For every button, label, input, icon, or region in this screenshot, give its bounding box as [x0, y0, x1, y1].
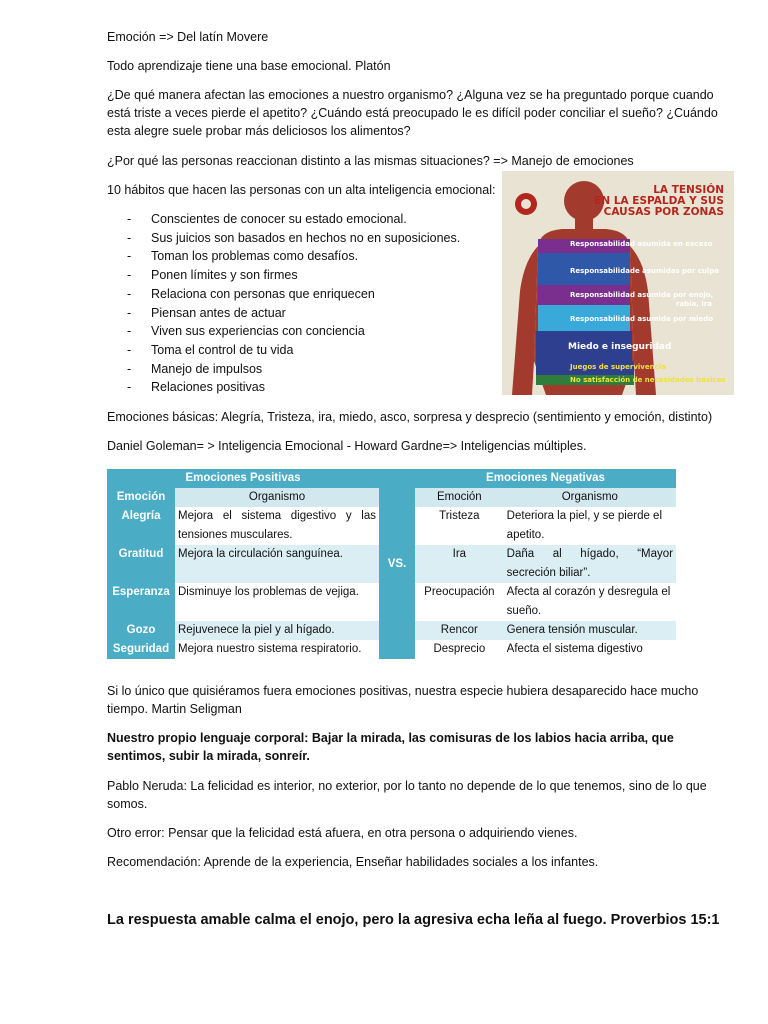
- paragraph-seligman: Si lo único que quisiéramos fuera emociones positivas, nuestra especie hubiera desaparecido hace mucho tiempo. Martin Seligman: [107, 684, 699, 716]
- negative-effect: Daña al hígado, “Mayor secreción biliar”.: [504, 545, 676, 583]
- list-item: - Piensan antes de actuar: [127, 304, 460, 323]
- list-item: - Viven sus experiencias con conciencia: [127, 322, 460, 341]
- negative-effect: Genera tensión muscular.: [504, 621, 676, 640]
- list-item: - Sus juicios son basados en hechos no en suposiciones.: [127, 229, 460, 248]
- positive-emotion: Alegría: [107, 507, 175, 545]
- column-header: Emoción: [415, 488, 504, 507]
- column-header: Organismo: [175, 488, 379, 507]
- zone-label: Responsabilidad asumida por miedo: [570, 315, 714, 323]
- zone-label: Responsabilidade asumidas por culpa: [570, 267, 720, 275]
- zone-label: rabia, ira: [676, 300, 712, 308]
- paragraph-error: Otro error: Pensar que la felicidad está afuera, en otra persona o adquiriendo vienes.: [107, 826, 578, 840]
- list-item: - Toman los problemas como desafíos.: [127, 247, 460, 266]
- negative-emotion: Desprecio: [415, 640, 504, 659]
- zone-label: Responsabilidad asumida por enojo,: [570, 291, 714, 299]
- paragraph-habits-intro: 10 hábitos que hacen las personas con un alta inteligencia emocional:: [107, 183, 496, 197]
- paragraph-etymology: Emoción => Del latín Movere: [107, 30, 269, 44]
- column-header: Emoción: [107, 488, 175, 507]
- proverb-quote: La respuesta amable calma el enojo, pero la agresiva echa leña al fuego. Proverbios 15:1: [107, 912, 720, 928]
- back-tension-infographic: [502, 171, 734, 395]
- negative-effect: Deteriora la piel, y se pierde el apetito.: [504, 507, 676, 545]
- list-item: - Toma el control de tu vida: [127, 341, 460, 360]
- positive-effect: Disminuye los problemas de vejiga.: [175, 583, 379, 621]
- paragraph-basic-emotions: Emociones básicas: Alegría, Tristeza, ira, miedo, asco, sorpresa y desprecio (sentimiento y emoción, distinto): [107, 410, 713, 424]
- positive-emotion: Gratitud: [107, 545, 175, 583]
- positive-emotion: Esperanza: [107, 583, 175, 621]
- negative-header: Emociones Negativas: [415, 469, 676, 488]
- list-item: - Manejo de impulsos: [127, 360, 460, 379]
- habits-list: [127, 210, 460, 397]
- positive-emotion: Seguridad: [107, 640, 175, 659]
- list-item: - Relaciona con personas que enriquecen: [127, 285, 460, 304]
- zone-label: Miedo e inseguridad: [568, 342, 672, 352]
- infographic-title: LA TENSIÓN EN LA ESPALDA Y SUS CAUSAS POR ZONAS: [594, 184, 724, 218]
- list-item: - Ponen límites y son firmes: [127, 266, 460, 285]
- vs-label: VS.: [379, 469, 415, 659]
- zone-label: Juegos de supervivencia: [570, 363, 666, 371]
- positive-effect: Mejora la circulación sanguínea.: [175, 545, 379, 583]
- paragraph-body-language: Nuestro propio lenguaje corporal: Bajar la mirada, las comisuras de los labios hacia arriba, que sentimos, subir la mirada, sonreír.: [107, 731, 674, 763]
- positive-effect: Mejora nuestro sistema respiratorio.: [175, 640, 379, 659]
- negative-emotion: Tristeza: [415, 507, 504, 545]
- negative-effect: Afecta al corazón y desregula el sueño.: [504, 583, 676, 621]
- paragraph-goleman: Daniel Goleman= > Inteligencia Emocional - Howard Gardne=> Inteligencias múltiples.: [107, 439, 587, 453]
- paragraph-recommendation: Recomendación: Aprende de la experiencia, Enseñar habilidades sociales a los infantes.: [107, 855, 599, 869]
- positive-emotion: Gozo: [107, 621, 175, 640]
- logo-icon: [515, 193, 537, 215]
- paragraph-neruda: Pablo Neruda: La felicidad es interior, no exterior, por lo tanto no depende de lo que tenemos, sino de lo que somos.: [107, 779, 707, 811]
- paragraph-questions: ¿De qué manera afectan las emociones a nuestro organismo? ¿Alguna vez se ha preguntado porque cuando está triste a veces pierde el apetito? ¿Cuándo está preocupado le es difícil poder conciliar el sueño? ¿Cuándo esta alegre suele probar más deliciosos los alimentos?: [107, 88, 718, 138]
- list-item: - Conscientes de conocer su estado emocional.: [127, 210, 460, 229]
- emotions-table: [107, 469, 676, 659]
- positive-effect: Rejuvenece la piel y al hígado.: [175, 621, 379, 640]
- negative-emotion: Ira: [415, 545, 504, 583]
- positive-effect: Mejora el sistema digestivo y las tensiones musculares.: [175, 507, 379, 545]
- paragraph-plato: Todo aprendizaje tiene una base emocional. Platón: [107, 59, 391, 73]
- zone-label: No satisfacción de necesidades básicas: [570, 376, 726, 384]
- column-header: Organismo: [504, 488, 676, 507]
- zone-label: Responsabilidad asumida en exceso: [570, 240, 713, 248]
- negative-effect: Afecta el sistema digestivo: [504, 640, 676, 659]
- positive-header: Emociones Positivas: [107, 469, 379, 488]
- negative-emotion: Rencor: [415, 621, 504, 640]
- list-item: - Relaciones positivas: [127, 378, 460, 397]
- negative-emotion: Preocupación: [415, 583, 504, 621]
- paragraph-reactions: ¿Por qué las personas reaccionan distinto a las mismas situaciones? => Manejo de emociones: [107, 154, 634, 168]
